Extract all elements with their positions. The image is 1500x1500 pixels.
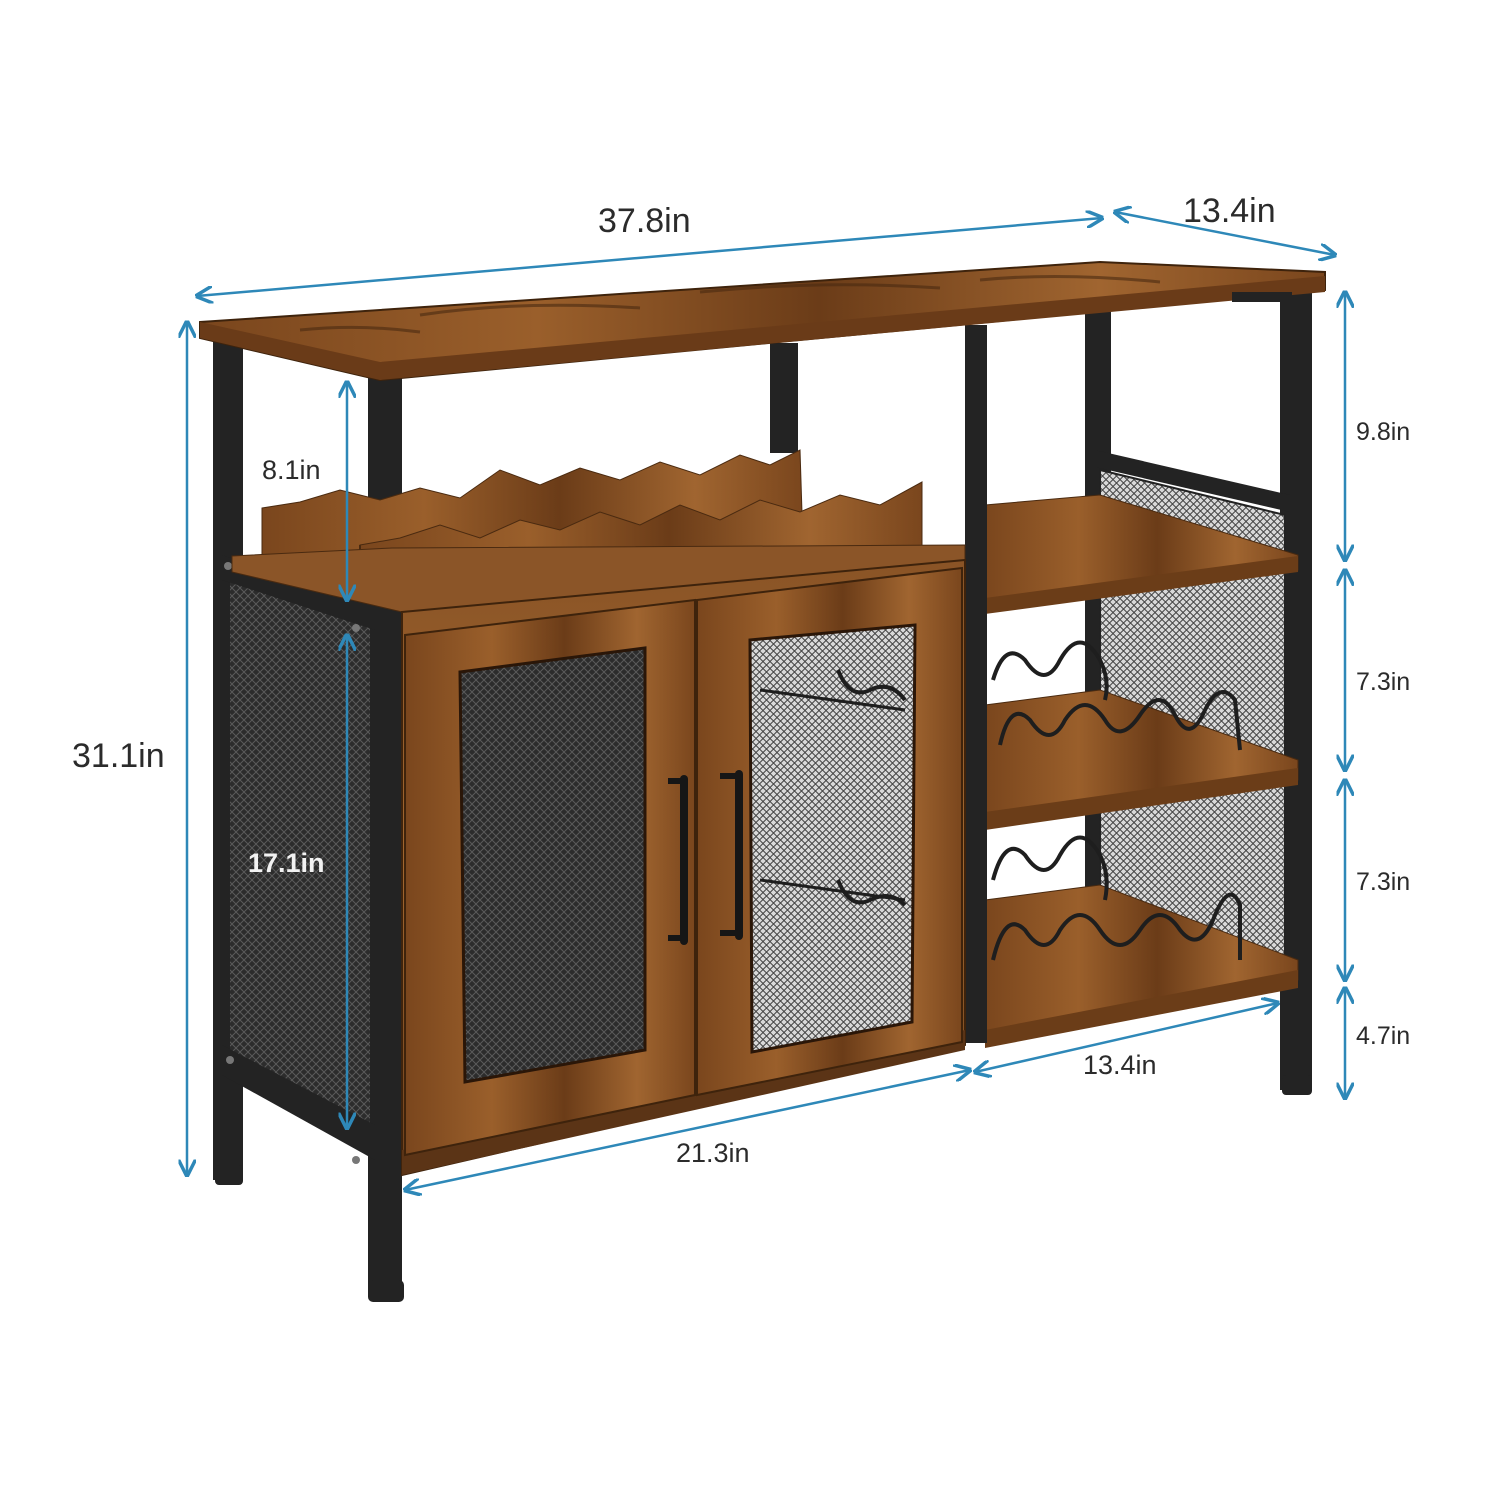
shelf-depth-label: 13.4in (1083, 1050, 1157, 1080)
floor-clearance-label: 4.7in (1356, 1022, 1411, 1050)
overall-depth-label: 13.4in (1183, 192, 1276, 230)
right-gap-3-label: 7.3in (1356, 868, 1411, 896)
tabletop (200, 262, 1325, 380)
middle-front-post (965, 325, 987, 1043)
right-shelves (985, 495, 1298, 1048)
right-gap-2-label: 7.3in (1356, 668, 1411, 696)
top-clearance-label: 8.1in (262, 455, 321, 485)
top-bracket (1232, 292, 1292, 302)
cabinet-height-label: 17.1in (248, 848, 325, 878)
right-gap-1-label: 9.8in (1356, 418, 1411, 446)
left-door (405, 600, 695, 1155)
overall-height-label: 31.1in (72, 737, 165, 775)
cabinet-width-label: 21.3in (676, 1138, 750, 1168)
overall-width-label: 37.8in (598, 202, 691, 240)
